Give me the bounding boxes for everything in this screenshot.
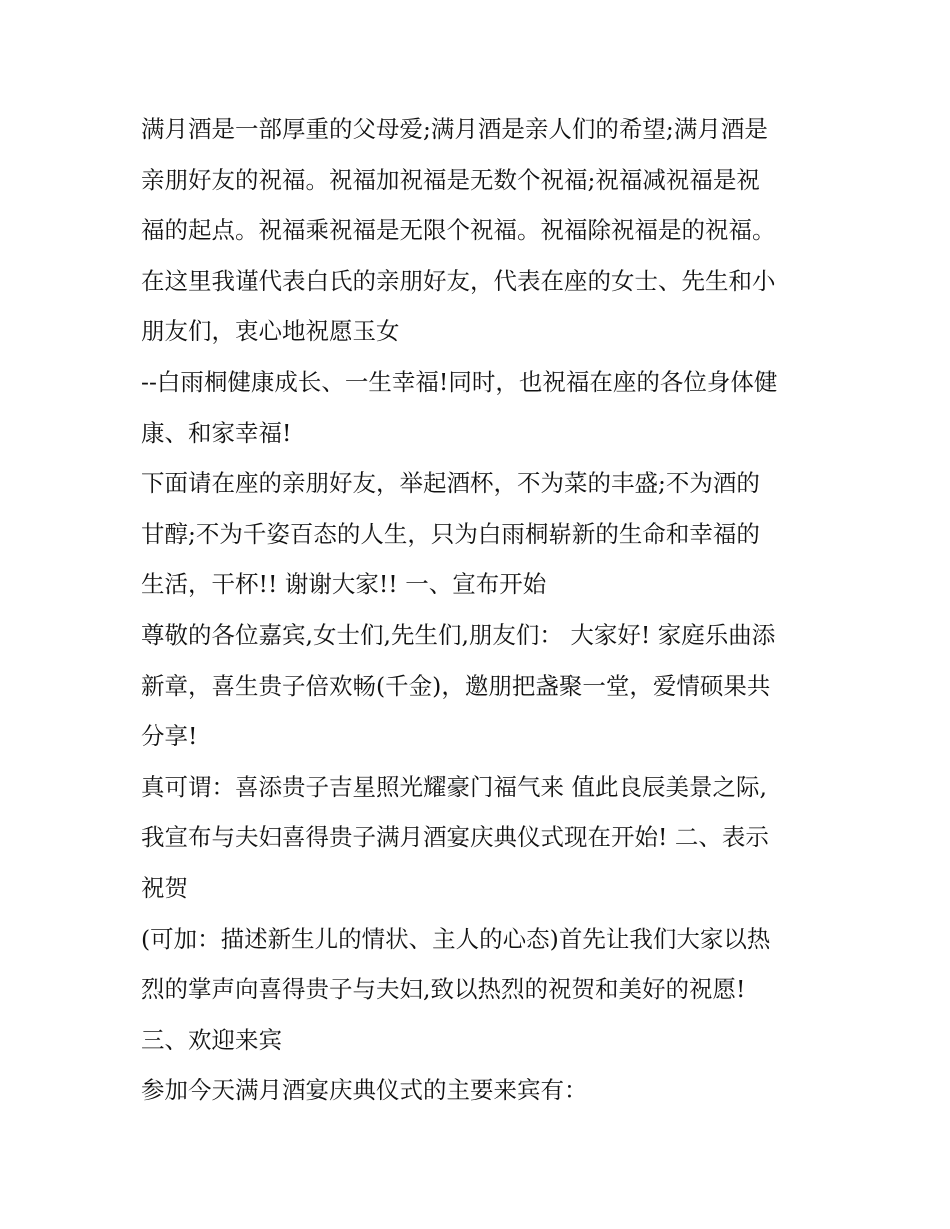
text-line: 朋友们，衷心地祝愿玉女 [141, 317, 400, 346]
text-line: 真可谓：喜添贵子吉星照光耀豪门福气来 值此良辰美景之际, [141, 772, 767, 801]
text-line: 新章，喜生贵子倍欢畅(千金)，邀朋把盏聚一堂，爱情硕果共 [141, 671, 771, 700]
text-line: 我宣布与夫妇喜得贵子满月酒宴庆典仪式现在开始! 二、表示 [141, 823, 769, 852]
text-line: 亲朋好友的祝福。祝福加祝福是无数个祝福;祝福减祝福是祝 [141, 165, 760, 194]
text-line: 尊敬的各位嘉宾,女士们,先生们,朋友们： 大家好! 家庭乐曲添 [141, 620, 776, 649]
text-line: 在这里我谨代表白氏的亲朋好友，代表在座的女士、先生和小 [141, 266, 776, 295]
document-body [141, 104, 821, 1116]
text-line: (可加：描述新生儿的情状、主人的心态)首先让我们大家以热 [141, 924, 771, 953]
text-line: 甘醇;不为千姿百态的人生，只为白雨桐崭新的生命和幸福的 [141, 519, 760, 548]
text-line: 三、欢迎来宾 [141, 1025, 282, 1054]
text-line: 烈的掌声向喜得贵子与夫妇,致以热烈的祝贺和美好的祝愿! [141, 975, 746, 1004]
text-line: 下面请在座的亲朋好友，举起酒杯，不为菜的丰盛;不为酒的 [141, 469, 760, 498]
text-line: 祝贺 [141, 873, 188, 902]
text-line: 参加今天满月酒宴庆典仪式的主要来宾有： [141, 1076, 588, 1105]
text-line: 分享! [141, 722, 198, 751]
text-line: 满月酒是一部厚重的父母爱;满月酒是亲人们的希望;满月酒是 [141, 115, 768, 143]
text-line: --白雨桐健康成长、一生幸福!同时，也祝福在座的各位身体健 [141, 367, 778, 396]
text-line: 福的起点。祝福乘祝福是无限个祝福。祝福除祝福是的祝福。 [141, 216, 776, 245]
text-line: 康、和家幸福! [141, 418, 292, 447]
text-line: 生活，干杯!! 谢谢大家!! 一、宣布开始 [141, 570, 547, 599]
